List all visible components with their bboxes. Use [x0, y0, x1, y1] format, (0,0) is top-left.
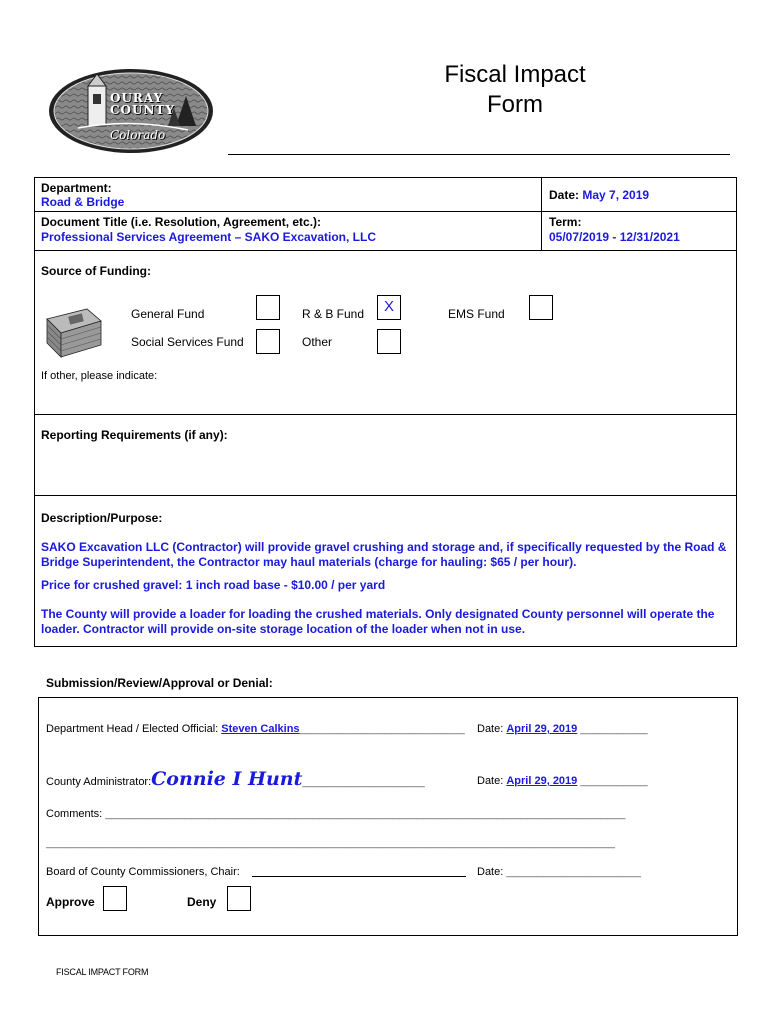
approve-checkbox[interactable]: [103, 886, 127, 911]
rb-fund-label: R & B Fund: [302, 307, 365, 321]
dept-head-row: [46, 723, 465, 735]
dept-head-date-row: [477, 723, 648, 735]
county-admin-label: County Administrator:: [46, 776, 152, 788]
dept-head-value: Steven Calkins: [221, 723, 300, 735]
rb-fund-checkbox[interactable]: [377, 295, 401, 320]
date-field: [549, 188, 649, 202]
department-label: Department:: [41, 181, 112, 195]
board-signature-line: [252, 876, 466, 877]
board-label: Board of County Commissioners, Chair:: [46, 866, 240, 878]
dept-head-date-fill: ___________: [580, 723, 648, 735]
approve-label: Approve: [46, 895, 95, 909]
money-stack-icon: [43, 299, 103, 361]
county-admin-row: [46, 768, 425, 790]
doc-title-value: Professional Services Agreement – SAKO Excavation, LLC: [41, 230, 377, 244]
county-admin-date-value: April 29, 2019: [506, 775, 578, 787]
funding-heading: Source of Funding:: [41, 264, 151, 278]
general-fund-checkbox[interactable]: [256, 295, 280, 320]
comments-label: Comments:: [46, 808, 103, 820]
social-services-fund-label: Social Services Fund: [131, 335, 244, 349]
social-services-fund-checkbox[interactable]: [256, 329, 280, 354]
ems-fund-checkbox[interactable]: [529, 295, 553, 320]
board-date-row: [477, 866, 641, 878]
doc-title-label: Document Title (i.e. Resolution, Agreement, etc.):: [41, 215, 322, 229]
other-fund-checkbox[interactable]: [377, 329, 401, 354]
comments-row: [46, 808, 652, 820]
board-date-label: Date:: [477, 866, 504, 878]
other-fund-label: Other: [302, 335, 333, 349]
description-heading: Description/Purpose:: [41, 511, 163, 525]
ems-fund-label: EMS Fund: [448, 307, 505, 321]
county-admin-signature: Connie I Hunt: [151, 768, 303, 790]
deny-checkbox[interactable]: [227, 886, 251, 911]
main-form-box: [34, 177, 737, 647]
approval-heading: Submission/Review/Approval or Denial:: [46, 676, 273, 690]
title-line1: Fiscal Impact: [444, 61, 586, 88]
county-admin-fill: ____________________: [302, 776, 425, 788]
comments-fill-2: _____________________________________________________________________________________________: [46, 837, 615, 849]
logo-text-line1: OURAY: [110, 91, 164, 105]
approval-box: [38, 697, 738, 936]
date-value: May 7, 2019: [582, 188, 650, 202]
logo-text-line2: COUNTY: [110, 103, 175, 117]
footer-form-name: FISCAL IMPACT FORM: [56, 967, 149, 977]
rb-fund-check-mark: X: [383, 298, 394, 315]
county-admin-date-label: Date:: [477, 775, 504, 787]
description-para2: Price for crushed gravel: 1 inch road base - $10.00 / per yard: [41, 578, 386, 592]
general-fund-label: General Fund: [131, 307, 205, 321]
dept-head-date-label: Date:: [477, 723, 504, 735]
reporting-heading: Reporting Requirements (if any):: [41, 428, 228, 442]
county-admin-date-fill: ___________: [580, 775, 648, 787]
page-title: [380, 60, 650, 120]
date-label: Date:: [549, 188, 580, 202]
term-label: Term:: [549, 215, 582, 229]
deny-label: Deny: [187, 895, 217, 909]
description-para3: The County will provide a loader for loading the crushed materials. Only designated County personnel will operate the loader. Contractor will provide on-site storage location of the loader when not in use.: [41, 607, 715, 636]
dept-head-label: Department Head / Elected Official:: [46, 723, 219, 735]
logo-text-line3: Colorado: [110, 128, 166, 142]
title-underline: [228, 154, 730, 155]
description-para1: SAKO Excavation LLC (Contractor) will provide gravel crushing and storage and, if specifically requested by the Road & Bridge Superintendent, the Contractor may haul materials (charge for hauling: $65 / per hour).: [41, 540, 727, 569]
if-other-label: If other, please indicate:: [41, 370, 158, 382]
county-admin-date-row: [477, 775, 648, 787]
term-value: 05/07/2019 - 12/31/2021: [549, 230, 680, 244]
dept-head-fill: ___________________________: [299, 723, 465, 735]
comments-fill-1: _____________________________________________________________________________________: [105, 808, 626, 820]
board-date-fill: ______________________: [506, 866, 641, 878]
county-logo: [48, 68, 214, 154]
title-line2: Form: [487, 91, 543, 118]
department-value: Road & Bridge: [41, 195, 125, 209]
dept-head-date-value: April 29, 2019: [506, 723, 578, 735]
